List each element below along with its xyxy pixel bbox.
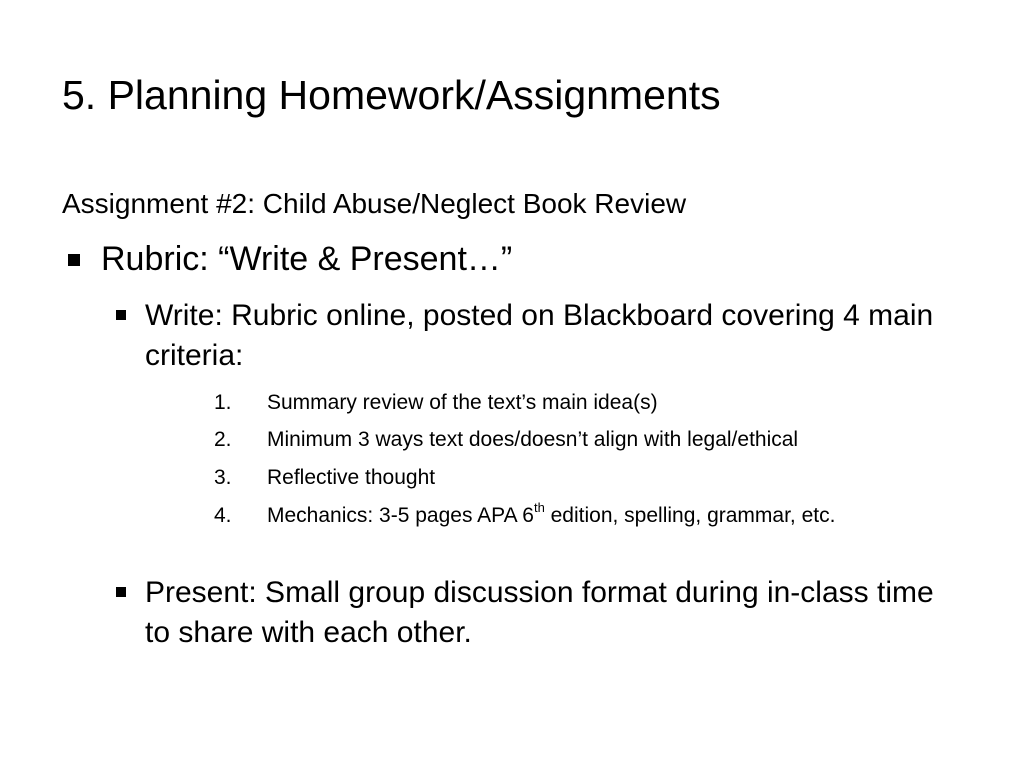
criteria-number: 2.	[214, 428, 232, 451]
ordinal-superscript: th	[533, 500, 545, 515]
criteria-number: 1.	[214, 391, 232, 414]
square-bullet-icon	[68, 254, 80, 266]
bullet-present	[116, 573, 956, 655]
square-bullet-icon	[116, 587, 126, 597]
square-bullet-icon	[116, 310, 126, 320]
criteria-text: Minimum 3 ways text does/doesn’t align with legal/ethical	[267, 428, 799, 451]
criteria-text	[267, 502, 957, 529]
criteria-number: 4.	[214, 504, 232, 527]
criteria-text: Reflective thought	[267, 466, 436, 489]
bullet-write	[116, 296, 956, 378]
slide-title: 5. Planning Homework/Assignments	[62, 72, 721, 118]
bullet-rubric-text: Rubric: “Write & Present…”	[101, 240, 513, 278]
criteria-text: Summary review of the text’s main idea(s)	[267, 391, 658, 414]
criteria-number: 3.	[214, 466, 232, 489]
criteria-text-main: Mechanics: 3-5 pages APA 6	[267, 504, 534, 527]
bullet-present-text: Present: Small group discussion format during in-class time to share with each other.	[145, 576, 934, 649]
criteria-text-rest: edition, spelling, grammar, etc.	[544, 504, 836, 527]
assignment-heading: Assignment #2: Child Abuse/Neglect Book Review	[62, 188, 687, 219]
bullet-write-text: Write: Rubric online, posted on Blackboard covering 4 main criteria:	[145, 299, 934, 372]
